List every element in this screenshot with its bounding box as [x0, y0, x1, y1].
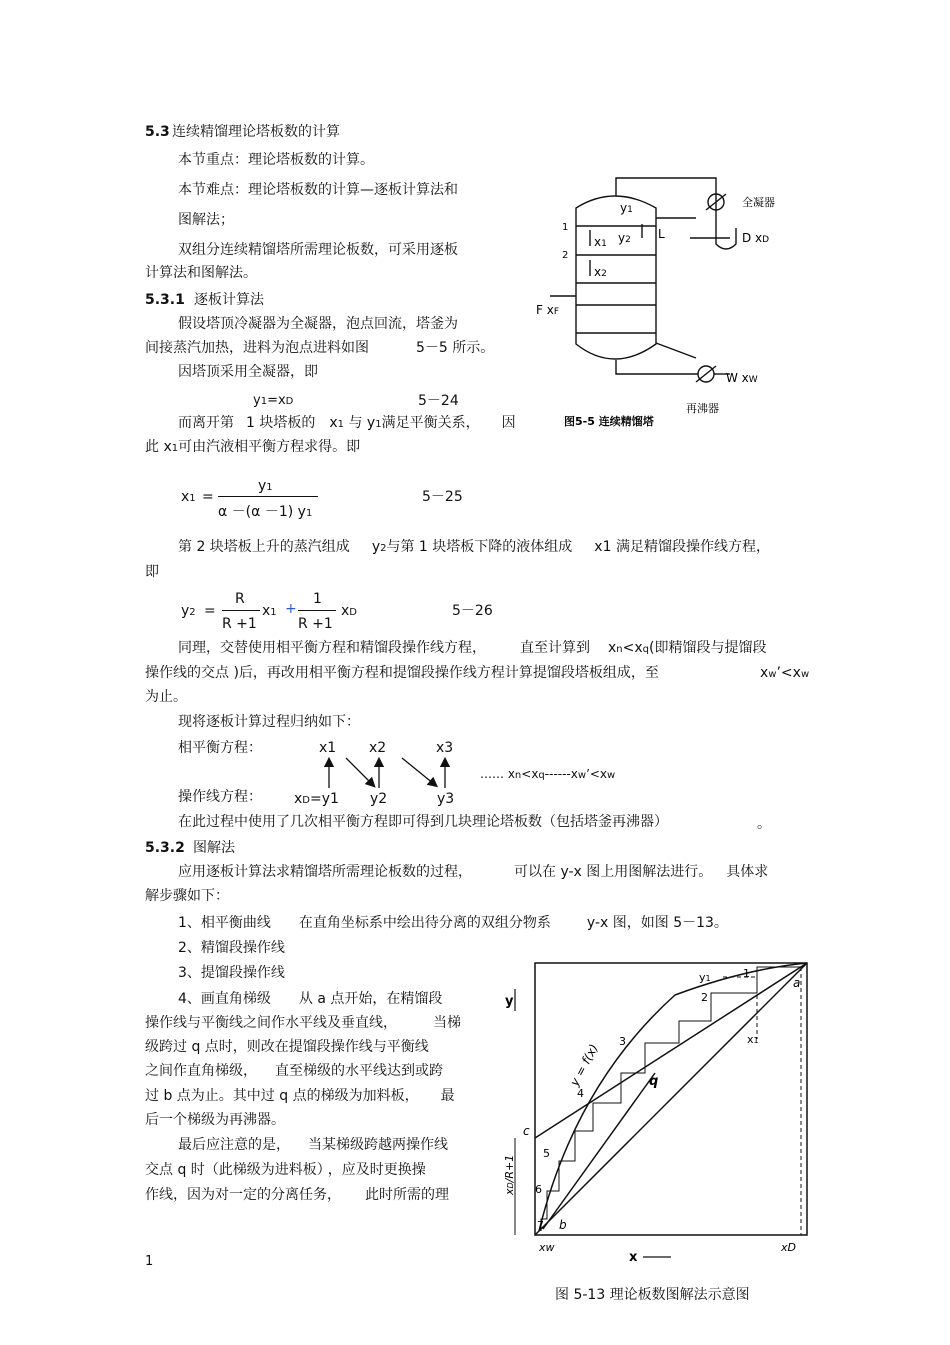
scheme-arrows	[310, 756, 460, 792]
para4-line2: 操作线的交点 )后，再改用相平衡方程和提馏段操作线方程计算提馏段塔板组成，至	[145, 665, 659, 681]
para6-line2: 解步骤如下：	[145, 888, 229, 904]
plate-number-2: 2	[562, 250, 569, 261]
subsection-1-number: 5.3.1	[145, 292, 185, 308]
step4-line4: 之间作直角梯级， 直至梯级的水平线达到或跨	[145, 1063, 443, 1079]
diagonal-line	[535, 963, 807, 1235]
fig55-F: F xF	[536, 303, 560, 317]
para5-end: 。	[757, 816, 771, 832]
eq26-frac1-bar	[222, 610, 260, 611]
para1-line2: 间接蒸汽加热，进料为泡点进料如图	[145, 340, 369, 356]
note-line3: 作线，因为对一定的分离任务， 此时所需的理	[145, 1187, 449, 1203]
page-number: 1	[145, 1254, 154, 1269]
eq26-xd: xD	[341, 603, 357, 619]
eq25-lhs: x1	[181, 489, 196, 505]
eq25-equals: =	[202, 489, 214, 505]
fig513-xlabel: x	[629, 1250, 638, 1265]
step3: 3、提馏段操作线	[178, 965, 285, 981]
fig513-caption: 图 5-13 理论板数图解法示意图	[555, 1287, 750, 1303]
figure-5-13-diagram	[495, 955, 815, 1265]
eq26-frac2-bar	[298, 610, 336, 611]
scheme-y3: y3	[437, 791, 455, 807]
reflux-loop	[716, 218, 736, 249]
step-label-5: 5	[543, 1147, 550, 1160]
eq26-lhs: y2	[181, 603, 196, 619]
scheme-x2: x2	[369, 740, 387, 756]
fig55-x2: x2	[594, 265, 607, 279]
step1: 1、相平衡曲线 在直角坐标系中绘出待分离的双组分物系 y-x 图，如图 5－13。	[178, 915, 728, 931]
plate-number-1: 1	[562, 222, 569, 233]
para3-line1: 第 2 块塔板上升的蒸汽组成 y2与第 1 块塔板下降的液体组成 x1 满足精馏段操作线方程，	[178, 539, 770, 555]
key-point: 本节重点：理论塔板数的计算。	[178, 152, 374, 168]
para3-line2: 即	[145, 564, 159, 580]
step2: 2、精馏段操作线	[178, 940, 285, 956]
step-label-4: 4	[577, 1087, 584, 1100]
para4-line3: 为止。	[145, 689, 187, 705]
para4-line4: 现将逐板计算过程归纳如下：	[178, 714, 360, 730]
point-c: c	[523, 1124, 530, 1138]
column-shell	[576, 196, 656, 359]
difficulty: 本节难点：理论塔板数的计算—逐板计算法和	[178, 182, 458, 198]
step4-line5: 过 b 点为止。其中过 q 点的梯级为加料板， 最	[145, 1088, 455, 1104]
fig55-y2: y2	[618, 231, 631, 245]
eq26-x1: x1	[262, 603, 277, 619]
step4-line6: 后一个梯级为再沸器。	[145, 1112, 285, 1128]
fig513-curve-label: y = f(x)	[567, 1041, 602, 1089]
step-label-6: 6	[535, 1183, 542, 1196]
methods-line-2: 计算法和图解法。	[145, 265, 257, 281]
point-a: a	[793, 976, 801, 990]
point-b: b	[559, 1218, 567, 1232]
section-title: 连续精馏理论塔板数的计算	[172, 124, 340, 140]
para1-line1: 假设塔顶冷凝器为全凝器，泡点回流，塔釜为	[178, 316, 458, 332]
fig55-W: W xW	[726, 371, 758, 385]
equation-5-24: y1=xD	[253, 393, 294, 408]
scheme-y2: y2	[370, 791, 388, 807]
eq26-plus: +	[285, 601, 297, 617]
fig513-ylabel: y	[505, 994, 514, 1009]
step-label-2: 2	[701, 991, 708, 1004]
step4-line1: 4、画直角梯级 从 a 点开始，在精馏段	[178, 991, 443, 1007]
eq26-equals: =	[204, 603, 216, 619]
fig55-D: D xD	[742, 231, 770, 245]
para4-line2-end: xw’<xw	[760, 665, 810, 681]
eq25-fraction-bar	[218, 496, 318, 497]
eq25-denominator: α －(α －1) y1	[218, 504, 313, 520]
point-q: q	[649, 1074, 659, 1089]
subsection-2-number: 5.3.2	[145, 840, 185, 856]
para4-line1: 同理，交替使用相平衡方程和精馏段操作线方程， 直至计算到 xn<xq(即精馏段与提馏段	[178, 640, 767, 656]
para2-line2: 此 x1可由汽液相平衡方程求得。即	[145, 439, 361, 455]
step-label-3: 3	[619, 1035, 626, 1048]
reboiler-label: 再沸器	[686, 402, 719, 415]
reboiler-arrow	[696, 366, 716, 382]
fig55-caption: 图5-5 连续精馏塔	[564, 415, 654, 428]
para2-line1: 而离开第 1 块塔板的 x1 与 y1满足平衡关系， 因	[178, 415, 516, 431]
step-label-1: 1	[743, 967, 750, 980]
eq26-frac1-num: R	[235, 591, 245, 607]
condenser-label: 全凝器	[742, 196, 775, 209]
fig513-xw: xw	[539, 1241, 555, 1254]
para5: 在此过程中使用了几次相平衡方程即可得到几块理论塔板数（包括塔釜再沸器）	[178, 814, 668, 830]
scheme-x3: x3	[436, 740, 454, 756]
arrow-diag-2	[402, 758, 434, 784]
scheme-x1: x1	[319, 740, 337, 756]
eq26-frac2-num: 1	[313, 591, 322, 607]
eq26-frac1-den: R +1	[222, 616, 257, 632]
fig55-x1: x1	[594, 235, 607, 249]
equation-5-26-number: 5－26	[452, 603, 493, 619]
equation-5-24-number: 5－24	[418, 393, 459, 409]
figure-5-5-column	[530, 168, 790, 438]
step4-line2: 操作线与平衡线之间作水平线及垂直线， 当梯	[145, 1015, 461, 1031]
para1-line3: 因塔顶采用全凝器，即	[178, 364, 318, 380]
fig513-intercept: xD/R+1	[503, 1154, 516, 1195]
scheme-tail: …… xn<xq------xw’<xw	[480, 767, 616, 781]
fig55-L: L	[658, 227, 665, 241]
fig513-y1: y1	[699, 971, 711, 984]
subsection-1-title: 逐板计算法	[194, 292, 264, 308]
step4-line3: 级跨过 q 点时，则改在提馏段操作线与平衡线	[145, 1039, 429, 1055]
fig513-x1: x1	[747, 1033, 759, 1046]
subsection-2-title: 图解法	[193, 840, 235, 856]
step-label-7: 7	[537, 1219, 544, 1232]
section-number: 5.3	[145, 124, 170, 140]
fig55-y1: y1	[620, 201, 633, 215]
reboiler-return	[656, 343, 696, 358]
rectifying-operating-line	[535, 963, 807, 1138]
eq25-numerator: y1	[258, 478, 273, 494]
bottom-line	[616, 360, 698, 374]
fig513-xd: xD	[781, 1241, 796, 1254]
eq26-frac2-den: R +1	[298, 616, 333, 632]
methods-line-1: 双组分连续精馏塔所需理论板数，可采用逐板	[178, 242, 458, 258]
difficulty-cont: 图解法；	[178, 212, 234, 228]
scheme-equilibrium-label: 相平衡方程：	[178, 740, 262, 756]
arrow-diag-1	[346, 758, 372, 784]
note-line2: 交点 q 时（此梯级为进料板） ，应及时更换操	[145, 1162, 426, 1178]
note-line1: 最后应注意的是， 当某梯级跨越两操作线	[178, 1137, 448, 1153]
para1-fig-ref: 5－5 所示。	[416, 340, 495, 356]
scheme-operating-label: 操作线方程：	[178, 789, 262, 805]
equation-5-25-number: 5－25	[422, 489, 463, 505]
scheme-xd-y1: xD=y1	[294, 791, 339, 807]
para6-line1: 应用逐板计算法求精馏塔所需理论板数的过程， 可以在 y-x 图上用图解法进行。 具体求	[178, 864, 769, 880]
